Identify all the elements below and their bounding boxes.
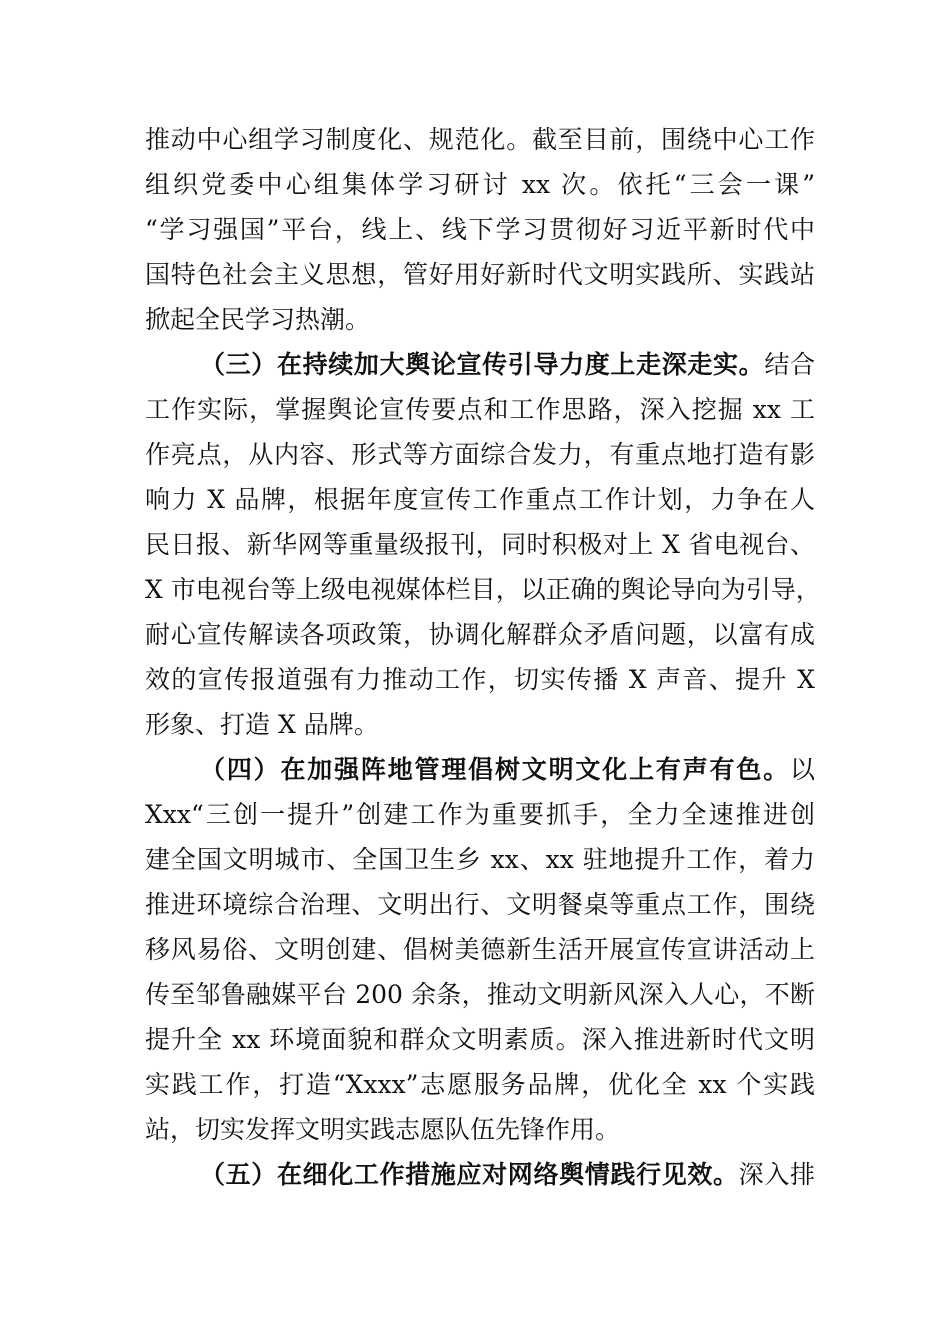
paragraph-4-first-line (200, 1160, 815, 1190)
paragraph-1-line-2: 组织党委中心组集体学习研讨 xx 次。依托“三会一课” (145, 170, 815, 199)
section-4-heading: （四）在加强阵地管理倡树文明文化上有声有色。 (200, 755, 790, 784)
paragraph-2-line-3: 作亮点，从内容、形式等方面综合发力，有重点地打造有影 (145, 440, 815, 469)
paragraph-2-first-line (200, 350, 815, 380)
section-3-heading: （三）在持续加大舆论宣传引导力度上走深走实。 (200, 350, 765, 379)
paragraph-2-line-6: X 市电视台等上级电视媒体栏目，以正确的舆论导向为引导， (145, 575, 821, 604)
paragraph-2-first-line-rest: 结合 (764, 350, 815, 379)
paragraph-2-line-5: 民日报、新华网等重量级报刊，同时积极对上 X 省电视台、 (145, 530, 815, 559)
paragraph-3-line-9: 站，切实发挥文明实践志愿队伍先锋作用。 (145, 1115, 621, 1144)
paragraph-2-line-8: 效的宣传报道强有力推动工作，切实传播 X 声音、提升 X (145, 665, 815, 694)
paragraph-4-first-line-rest: 深入排 (738, 1160, 815, 1189)
paragraph-2-line-4: 响力 X 品牌，根据年度宣传工作重点工作计划，力争在人 (145, 485, 815, 514)
paragraph-3-line-8: 实践工作，打造“Xxxx”志愿服务品牌，优化全 xx 个实践 (145, 1070, 815, 1099)
section-5-heading: （五）在细化工作措施应对网络舆情践行见效。 (200, 1160, 739, 1189)
paragraph-3-line-7: 提升全 xx 环境面貌和群众文明素质。深入推进新时代文明 (145, 1025, 815, 1054)
paragraph-3-line-5: 移风易俗、文明创建、倡树美德新生活开展宣传宣讲活动上 (145, 935, 815, 964)
paragraph-1-line-4: 国特色社会主义思想，管好用好新时代文明实践所、实践站 (145, 260, 815, 289)
paragraph-2-line-9: 形象、打造 X 品牌。 (145, 710, 379, 739)
paragraph-1-line-3: “学习强国”平台，线上、线下学习贯彻好习近平新时代中 (145, 215, 815, 244)
paragraph-2-line-7: 耐心宣传解读各项政策，协调化解群众矛盾问题，以富有成 (145, 620, 815, 649)
paragraph-3-line-3: 建全国文明城市、全国卫生乡 xx、xx 驻地提升工作，着力 (145, 845, 815, 874)
paragraph-3-first-line-rest: 以 (789, 755, 815, 784)
paragraph-3-line-4: 推进环境综合治理、文明出行、文明餐桌等重点工作，围绕 (145, 890, 815, 919)
paragraph-3-line-6: 传至邹鲁融媒平台 200 余条，推动文明新风深入人心，不断 (145, 980, 815, 1009)
paragraph-2-line-2: 工作实际，掌握舆论宣传要点和工作思路，深入挖掘 xx 工 (145, 395, 815, 424)
paragraph-1-line-1: 推动中心组学习制度化、规范化。截至目前，围绕中心工作 (145, 125, 815, 154)
paragraph-3-first-line (200, 755, 815, 785)
paragraph-3-line-2: Xxx“三创一提升”创建工作为重要抓手，全力全速推进创 (145, 800, 815, 829)
paragraph-1-line-5: 掀起全民学习热潮。 (145, 305, 371, 334)
